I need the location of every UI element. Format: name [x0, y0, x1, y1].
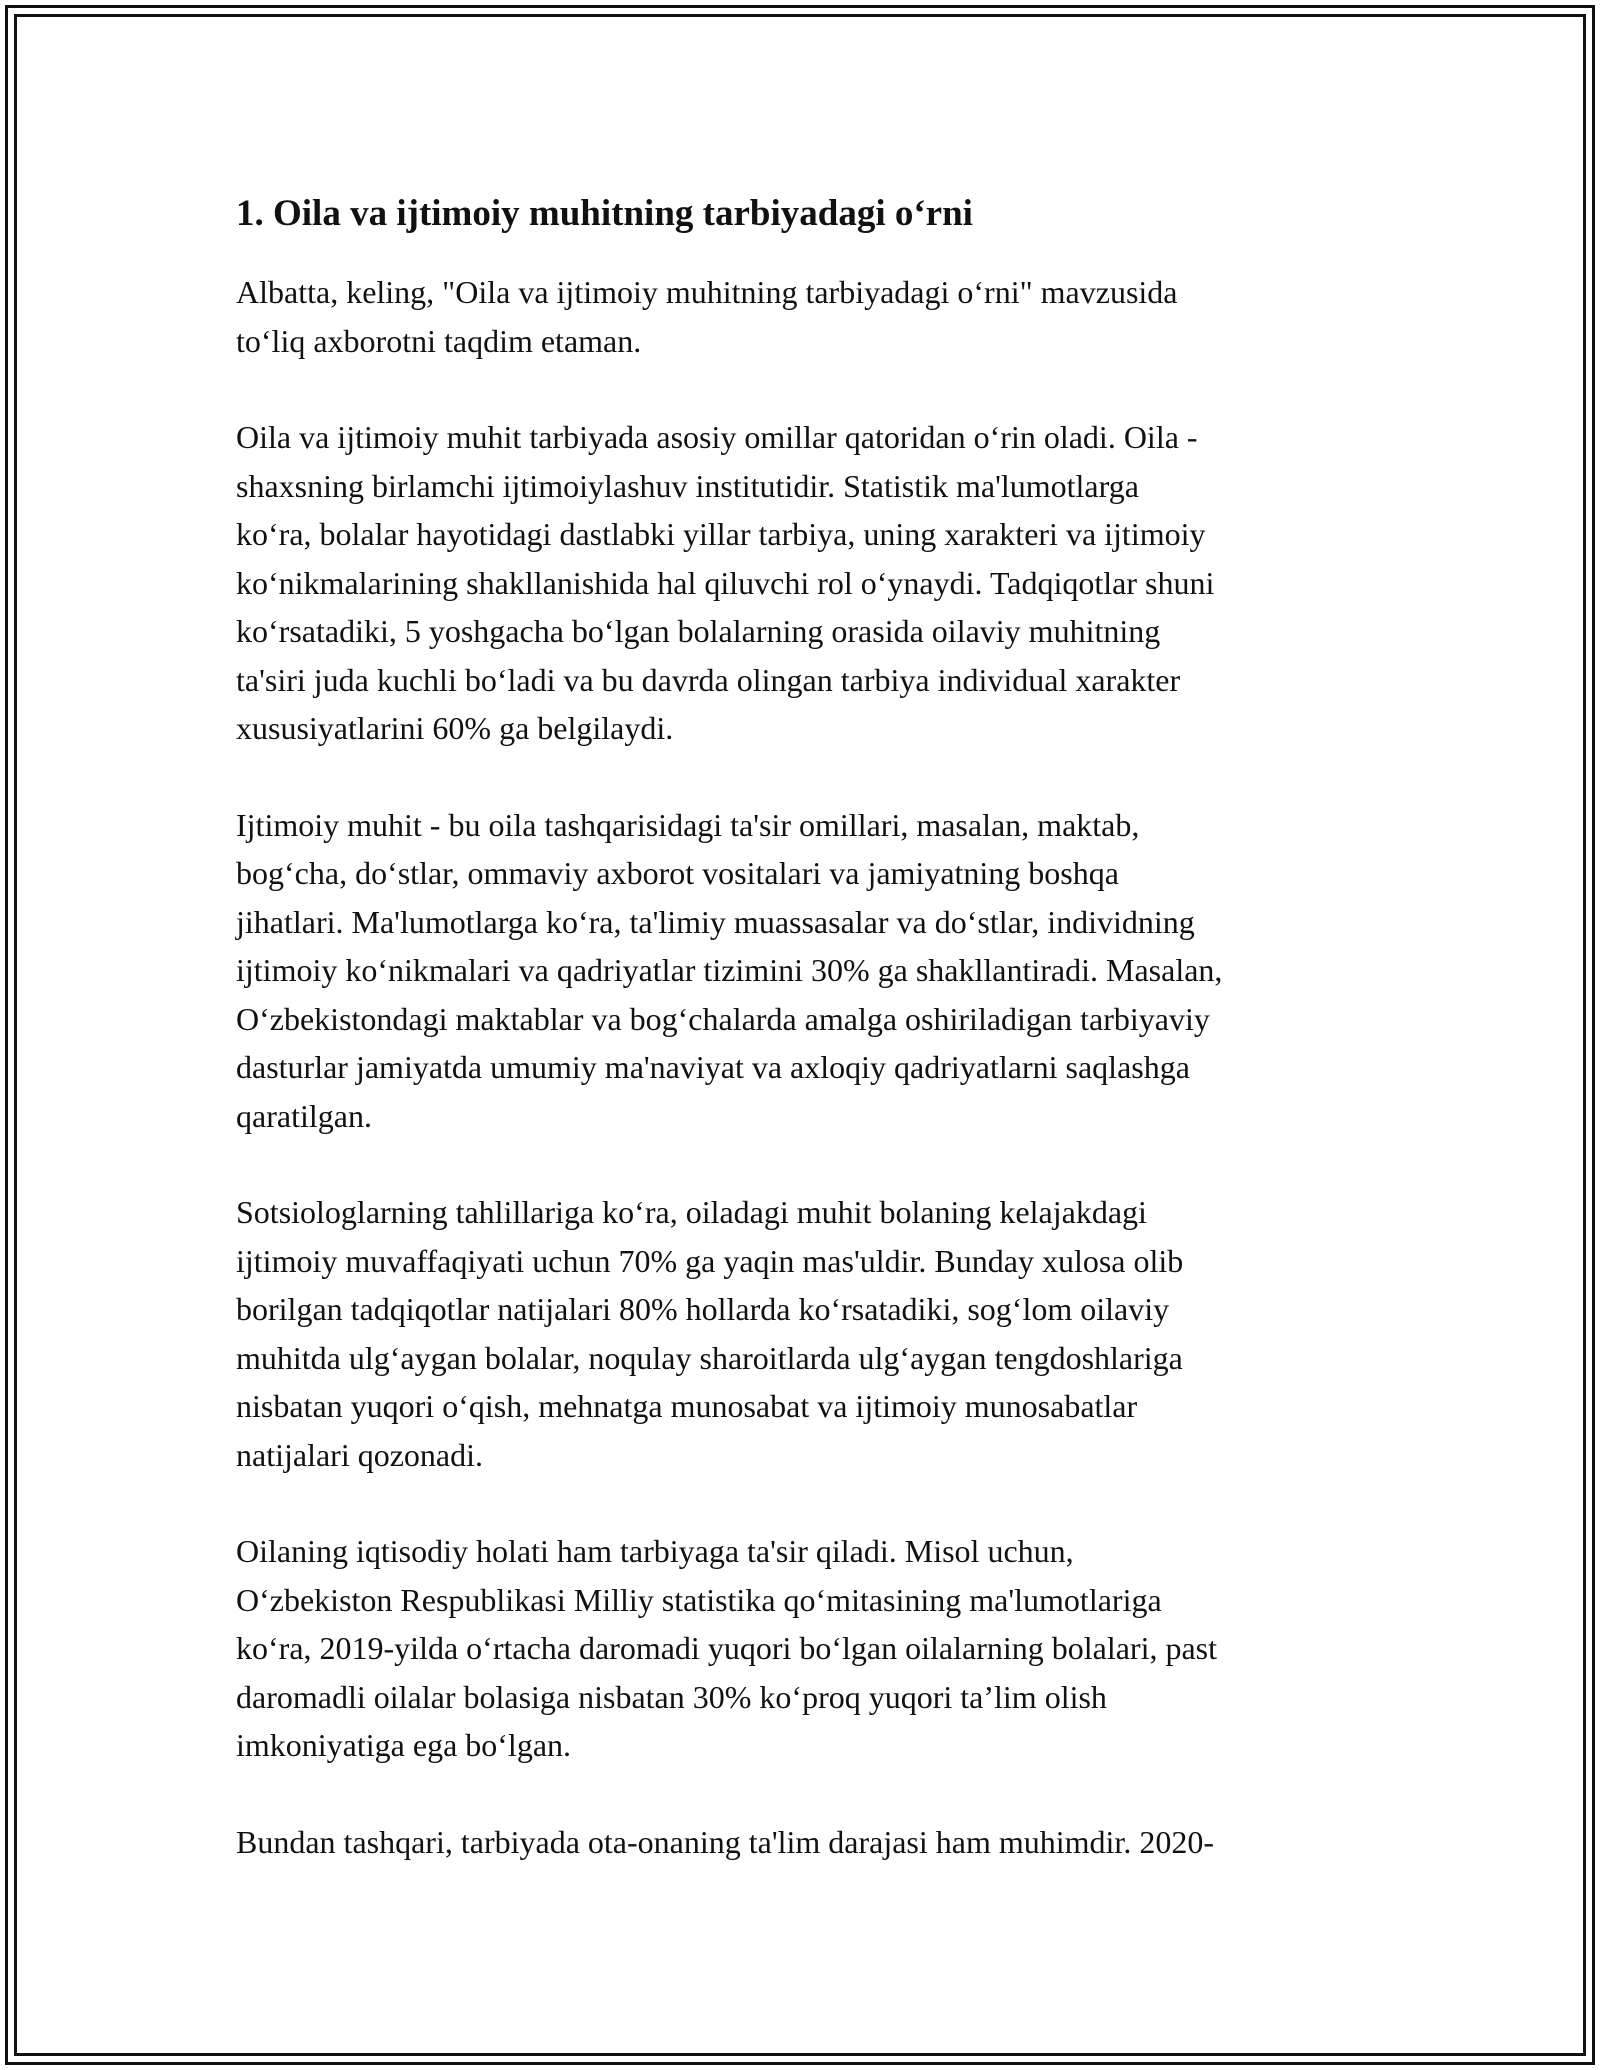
- paragraph-sociologists: Sotsiologlarning tahlillariga ko‘ra, oiladagi muhit bolaning kelajakdagi ijtimoiy muvaffaqiyati uchun 70% ga yaqin mas'uldir. Bunday xulosa olib borilgan tadqiqotlar natijalari 80% hollarda ko‘rsatadiki, sog‘lom oilaviy muhitda ulg‘aygan bolalar, noqulay sharoitlarda ulg‘aygan tengdoshlariga nisbatan yuqori o‘qish, mehnatga munosabat va ijtimoiy munosabatlar natijalari qozonadi.: [236, 1194, 1184, 1473]
- paragraph-parent-education: Bundan tashqari, tarbiyada ota-onaning ta'lim darajasi ham muhimdir. 2020-: [236, 1823, 1214, 1860]
- paragraph-social-environment: Ijtimoiy muhit - bu oila tashqarisidagi ta'sir omillari, masalan, maktab, bog‘cha, do‘stlar, ommaviy axborot vositalari va jamiyatning boshqa jihatlari. Ma'lumotlarga ko‘ra, ta'limiy muassasalar va do‘stlar, individning ijtimoiy ko‘nikmalari va qadriyatlar tizimini 30% ga shakllantiradi. Masalan, O‘zbekistondagi maktablar va bog‘chalarda amalga oshiriladigan tarbiyaviy dasturlar jamiyatda umumiy ma'naviyat va axloqiy qadriyatlarni saqlashga qaratilgan.: [236, 806, 1223, 1134]
- paragraph-family: Oila va ijtimoiy muhit tarbiyada asosiy omillar qatoridan o‘rin oladi. Oila - shaxsning birlamchi ijtimoiylashuv institutidir. Statistik ma'lumotlarga ko‘ra, bolalar hayotidagi dastlabki yillar tarbiya, uning xarakteri va ijtimoiy ko‘nikmalarining shakllanishida hal qiluvchi rol o‘ynaydi. Tadqiqotlar shuni ko‘rsatadiki, 5 yoshgacha bo‘lgan bolalarning orasida oilaviy muhitning ta'siri juda kuchli bo‘ladi va bu davrda olingan tarbiya individual xarakter xususiyatlarini 60% ga belgilaydi.: [236, 419, 1215, 746]
- document-body: [236, 188, 1368, 1914]
- section-heading: 1. Oila va ijtimoiy muhitning tarbiyadagi o‘rni: [236, 193, 973, 234]
- paragraph-intro: Albatta, keling, "Oila va ijtimoiy muhitning tarbiyadagi o‘rni" mavzusida to‘liq axborotni taqdim etaman.: [236, 274, 1178, 359]
- paragraph-economic-status: Oilaning iqtisodiy holati ham tarbiyaga ta'sir qiladi. Misol uchun, O‘zbekiston Respublikasi Milliy statistika qo‘mitasining ma'lumotlariga ko‘ra, 2019-yilda o‘rtacha daromadi yuqori bo‘lgan oilalarning bolalari, past daromadli oilalar bolasiga nisbatan 30% ko‘proq yuqori ta’lim olish imkoniyatiga ega bo‘lgan.: [236, 1533, 1218, 1763]
